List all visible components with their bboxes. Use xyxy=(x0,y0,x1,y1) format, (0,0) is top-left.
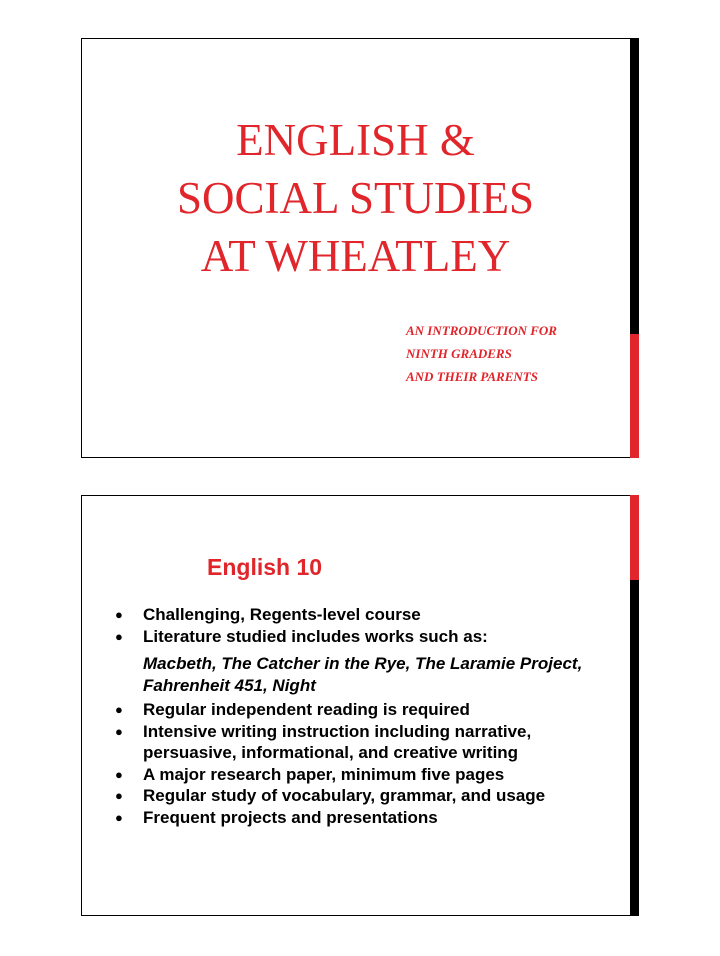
subtitle-line: AN INTRODUCTION FOR xyxy=(406,323,557,338)
subtitle-line: AND THEIR PARENTS xyxy=(406,369,538,384)
list-item xyxy=(115,604,595,626)
title-line: AT WHEATLEY xyxy=(200,231,511,281)
bullet-text: Challenging, Regents-level course xyxy=(143,605,421,624)
slide-accent-bar xyxy=(630,495,639,916)
bullet-text: Literature studied includes works such as: xyxy=(143,626,488,646)
slide-accent-bar xyxy=(630,38,639,458)
bullet-dot-icon: ● xyxy=(115,628,123,644)
bullet-dot-icon: ● xyxy=(115,766,123,782)
subtitle-line: NINTH GRADERS xyxy=(406,346,512,361)
bullet-dot-icon: ● xyxy=(115,607,123,622)
bullet-dot-icon: ● xyxy=(115,723,123,739)
red-accent-segment xyxy=(630,334,639,458)
bullet-dot-icon: ● xyxy=(115,702,123,717)
bullet-text: Intensive writing instruction including narrative, persuasive, informational, and creative writing xyxy=(143,721,532,762)
bullet-list xyxy=(115,604,595,828)
list-item xyxy=(115,626,595,697)
content-slide xyxy=(81,495,639,916)
bullet-text: Frequent projects and presentations xyxy=(143,807,438,827)
bullet-text: Regular independent reading is required xyxy=(143,700,470,719)
slide-heading: English 10 xyxy=(207,554,323,580)
list-item xyxy=(115,807,595,829)
title-line: ENGLISH & xyxy=(236,115,475,165)
slide-subtitle xyxy=(406,319,557,388)
list-item xyxy=(115,785,595,807)
bullet-text: A major research paper, minimum five pages xyxy=(143,764,505,784)
slide-title xyxy=(82,111,629,285)
red-accent-segment xyxy=(630,495,639,580)
title-line: SOCIAL STUDIES xyxy=(176,173,535,223)
bullet-text: Regular study of vocabulary, grammar, and usage xyxy=(143,786,546,805)
bullet-dot-icon: ● xyxy=(115,788,123,803)
list-item xyxy=(115,721,595,764)
title-slide xyxy=(81,38,639,458)
list-item xyxy=(115,764,595,786)
list-item xyxy=(115,699,595,721)
literature-works: Macbeth, The Catcher in the Rye, The Laramie Project, Fahrenheit 451, Night xyxy=(143,654,583,695)
bullet-dot-icon: ● xyxy=(115,809,123,825)
